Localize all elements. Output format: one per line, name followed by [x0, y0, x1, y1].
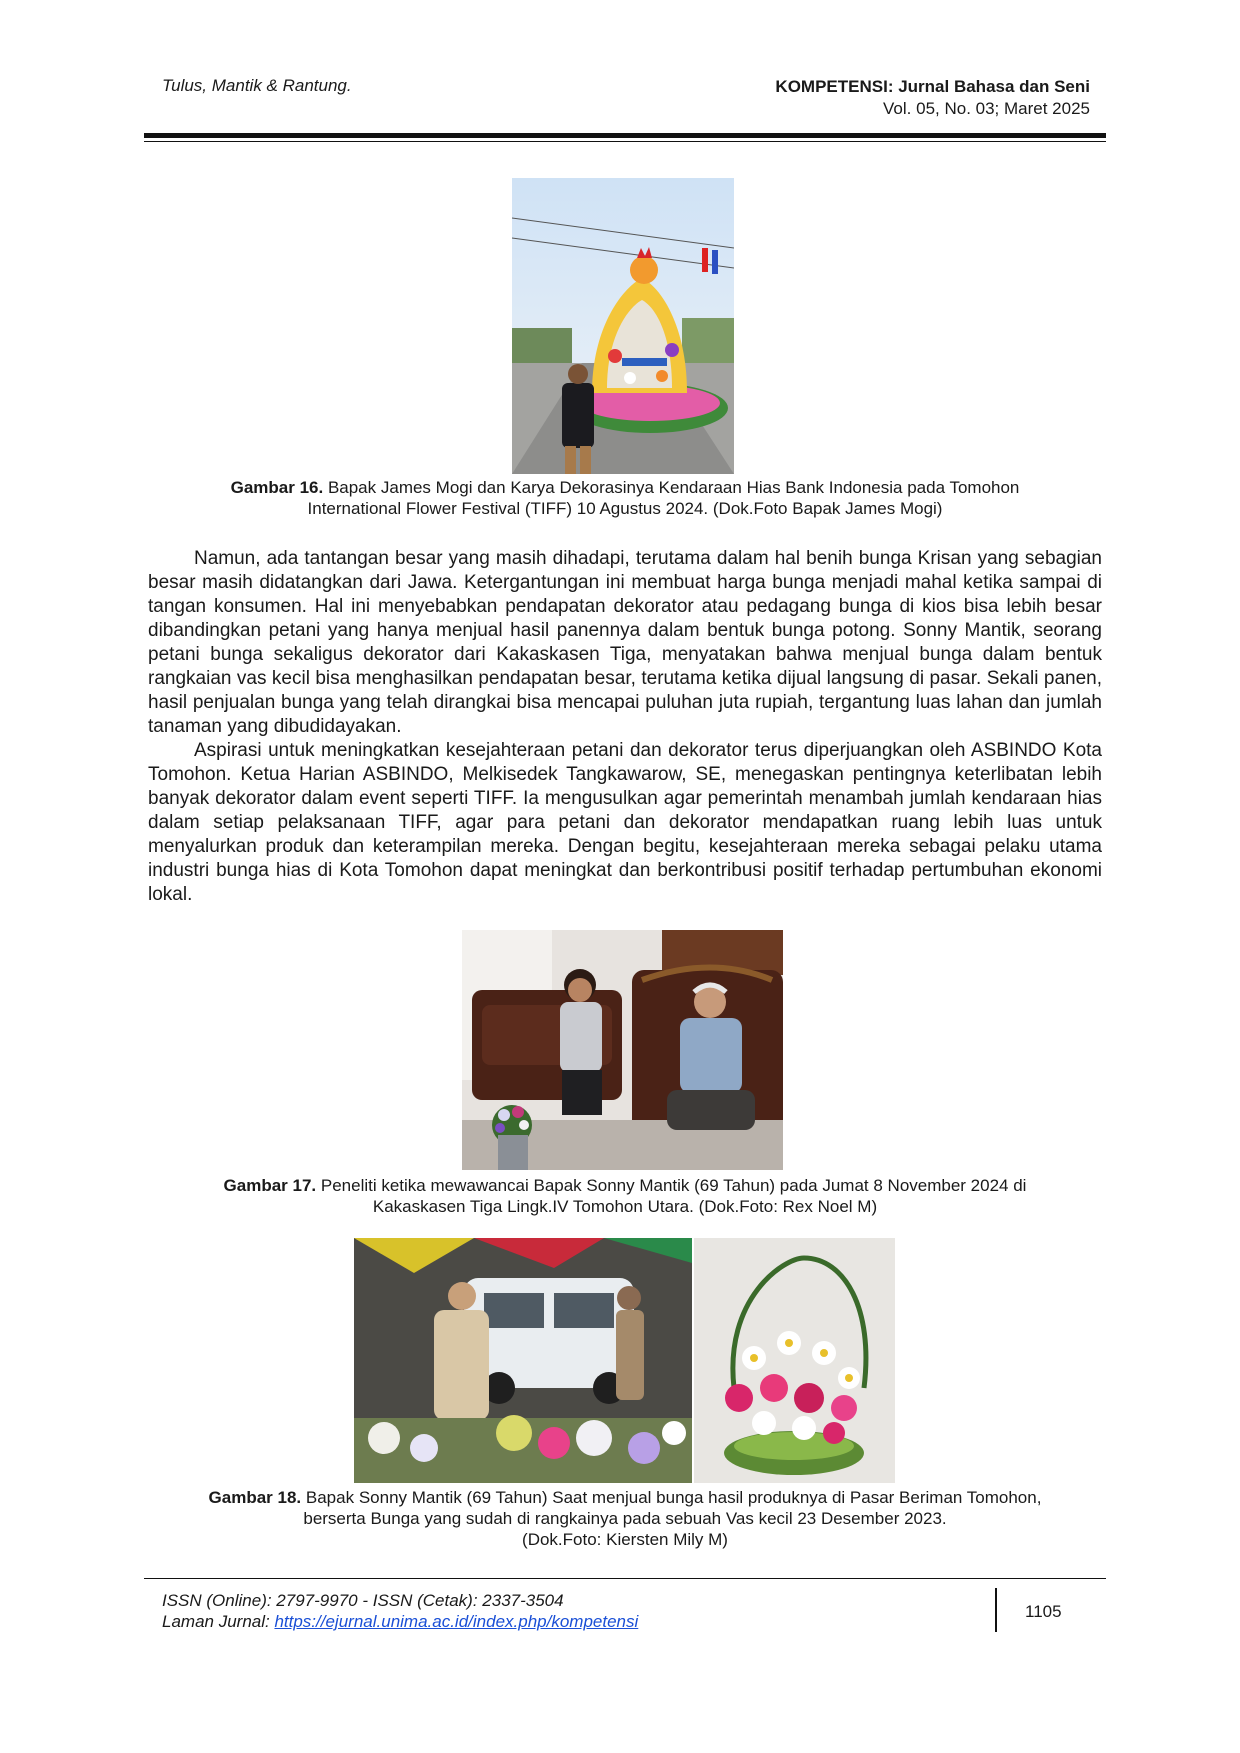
header-rule-thick — [144, 133, 1106, 138]
flower-vase-photo-illustration — [694, 1238, 895, 1483]
footer-laman-label: Laman Jurnal: — [162, 1612, 275, 1631]
figure-18-label: Gambar 18. — [208, 1488, 302, 1507]
page-number: 1105 — [1025, 1602, 1062, 1621]
market-photo-illustration — [354, 1238, 692, 1483]
figure-16-caption-line2: International Flower Festival (TIFF) 10 Agustus 2024. (Dok.Foto Bapak James Mogi) — [307, 499, 943, 518]
footer-laman — [162, 1611, 638, 1632]
figure-18-caption-line1: Bapak Sonny Mantik (69 Tahun) Saat menjual bunga hasil produknya di Pasar Beriman Tomohon, — [305, 1488, 1042, 1507]
figure-16-label: Gambar 16. — [230, 478, 324, 497]
figure-18-caption — [144, 1487, 1106, 1550]
figure-16-photo — [512, 178, 734, 474]
running-header-journal — [775, 76, 1090, 120]
header-rule-thin — [144, 141, 1106, 142]
journal-title: KOMPETENSI: Jurnal Bahasa dan Seni — [775, 77, 1090, 96]
figure-18-market-photo — [354, 1238, 692, 1483]
flower-float-photo-illustration — [512, 178, 734, 474]
figure-16-caption-line1: Bapak James Mogi dan Karya Dekorasinya Kendaraan Hias Bank Indonesia pada Tomohon — [327, 478, 1020, 497]
figure-18-caption-line3: (Dok.Foto: Kiersten Mily M) — [522, 1530, 728, 1549]
footer-issn: ISSN (Online): 2797-9970 - ISSN (Cetak): 2337-3504 — [162, 1591, 564, 1610]
figure-17-photo — [462, 930, 783, 1170]
footer-info — [162, 1590, 638, 1632]
body-text — [148, 547, 1102, 907]
figure-17-caption-line2: Kakaskasen Tiga Lingk.IV Tomohon Utara. (Dok.Foto: Rex Noel M) — [372, 1197, 878, 1216]
running-header-authors: Tulus, Mantik & Rantung. — [162, 76, 352, 95]
paragraph-2: Aspirasi untuk meningkatkan kesejahteraan petani dan dekorator terus diperjuangkan oleh ASBINDO Kota Tomohon. Ketua Harian ASBINDO, Melkisedek Tangkawarow, SE, menegaskan pentingnya keterlibatan lebih banyak dekorator dalam event seperti TIFF. Ia mengusulkan agar pemerintah menambah jumlah kendaraan hias dalam setiap pelaksanaan TIFF, agar para petani dan dekorator mendapatkan ruang lebih luas untuk menyalurkan produk dan keterampilan mereka. Dengan begitu, kesejahteraan mereka sebagai pelaku utama industri bunga hias di Kota Tomohon dapat meningkat dan berkontribusi positif terhadap pertumbuhan ekonomi lokal. — [148, 740, 1102, 905]
figure-17-label: Gambar 17. — [223, 1176, 317, 1195]
figure-18-caption-line2: berserta Bunga yang sudah di rangkainya pada sebuah Vas kecil 23 Desember 2023. — [303, 1509, 947, 1528]
figure-16-caption — [144, 477, 1106, 519]
journal-url-link[interactable]: https://ejurnal.unima.ac.id/index.php/kompetensi — [274, 1612, 639, 1631]
journal-volume: Vol. 05, No. 03; Maret 2025 — [883, 99, 1090, 118]
footer-divider — [995, 1588, 997, 1632]
footer-rule — [144, 1578, 1106, 1579]
paragraph-1: Namun, ada tantangan besar yang masih dihadapi, terutama dalam hal benih bunga Krisan yang sebagian besar masih didatangkan dari Jawa. Ketergantungan ini membuat harga bunga menjadi mahal ketika sampai di tangan konsumen. Hal ini menyebabkan pendapatan dekorator atau pedagang bunga di kios bisa lebih besar dibandingkan petani yang hanya menjual hasil panennya dalam bentuk bunga potong. Sonny Mantik, seorang petani bunga sekaligus dekorator dari Kakaskasen Tiga, menyatakan bahwa menjual bunga dalam bentuk rangkaian vas kecil bisa menghasilkan pendapatan besar, terutama ketika dijual langsung di pasar. Sekali panen, hasil penjualan bunga yang telah dirangkai bisa mencapai puluhan juta rupiah, tergantung luas lahan dan jumlah tanaman yang dibudidayakan. — [148, 548, 1102, 737]
figure-17-caption — [144, 1175, 1106, 1217]
interview-photo-illustration — [462, 930, 783, 1170]
figure-17-caption-line1: Peneliti ketika mewawancai Bapak Sonny Mantik (69 Tahun) pada Jumat 8 November 2024 di — [320, 1176, 1027, 1195]
figure-18-vase-photo — [694, 1238, 895, 1483]
